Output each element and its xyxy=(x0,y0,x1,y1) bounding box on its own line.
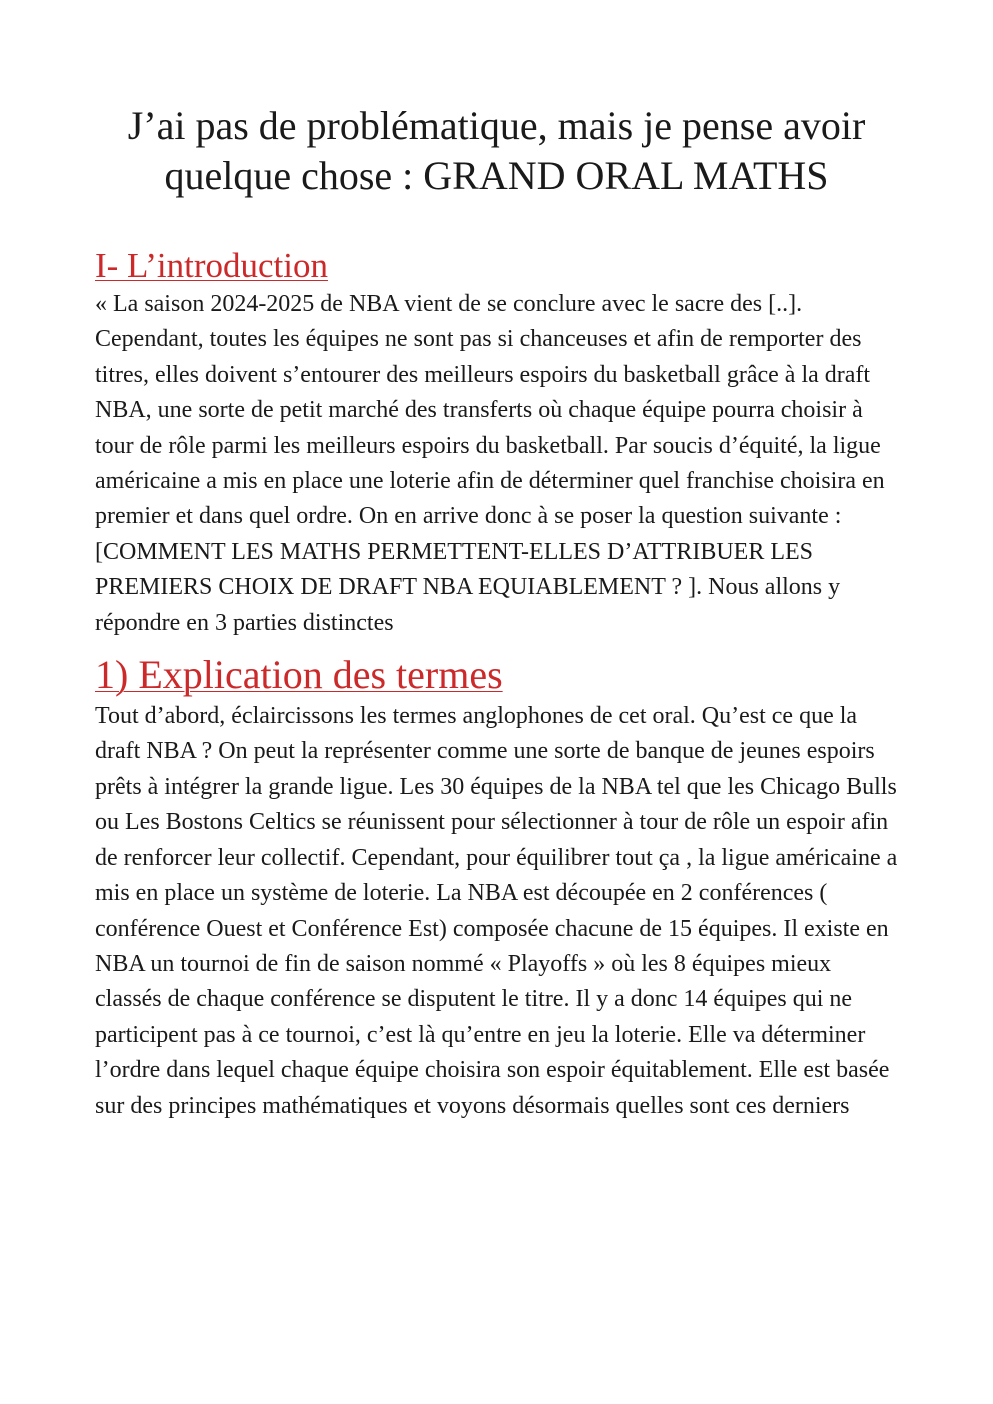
section-paragraph-introduction: « La saison 2024-2025 de NBA vient de se conclure avec le sacre des [..]. Cependant, toutes les équipes ne sont pas si chanceuses et afin de remporter des titres, elles doivent s’entourer des meilleurs espoirs du basketball grâce à la draft NBA, une sorte de petit marché des transferts où chaque équipe pourra choisir à tour de rôle parmi les meilleurs espoirs du basketball. Par soucis d’équité, la ligue américaine a mis en place une loterie afin de déterminer quel franchise choisira en premier et dans quel ordre. On en arrive donc à se poser la question suivante : [COMMENT LES MATHS PERMETTENT-ELLES D’ATTRIBUER LES PREMIERS CHOIX DE DRAFT NBA EQUIABLEMENT ? ]. Nous allons y répondre en 3 parties distinctes xyxy=(95,291,885,636)
section-heading-introduction: I- L’introduction xyxy=(95,246,328,285)
section-heading-explication-des-termes: 1) Explication des termes xyxy=(95,652,503,698)
section-paragraph-explication-des-termes: Tout d’abord, éclaircissons les termes anglophones de cet oral. Qu’est ce que la draft NBA ? On peut la représenter comme une sorte de banque de jeunes espoirs prêts à intégrer la grande ligue. Les 30 équipes de la NBA tel que les Chicago Bulls ou Les Bostons Celtics se réunissent pour sélectionner à tour de rôle un espoir afin de renforcer leur collectif. Cependant, pour équilibrer tout ça , la ligue américaine a mis en place un système de loterie. La NBA est découpée en 2 conférences ( conférence Ouest et Conférence Est) composée chacune de 15 équipes. Il existe en NBA un tournoi de fin de saison nommé « Playoffs » où les 8 équipes mieux classés de chaque conférence se disputent le titre. Il y a donc 14 équipes qui ne participent pas à ce tournoi, c’est là qu’entre en jeu la loterie. Elle va déterminer l’ordre dans lequel chaque équipe choisira son espoir équitablement. Elle est basée sur des principes mathématiques et voyons désormais quelles sont ces derniers xyxy=(95,703,898,1119)
document-title: J’ai pas de problématique, mais je pense avoir quelque chose : GRAND ORAL MATHS xyxy=(127,103,866,198)
